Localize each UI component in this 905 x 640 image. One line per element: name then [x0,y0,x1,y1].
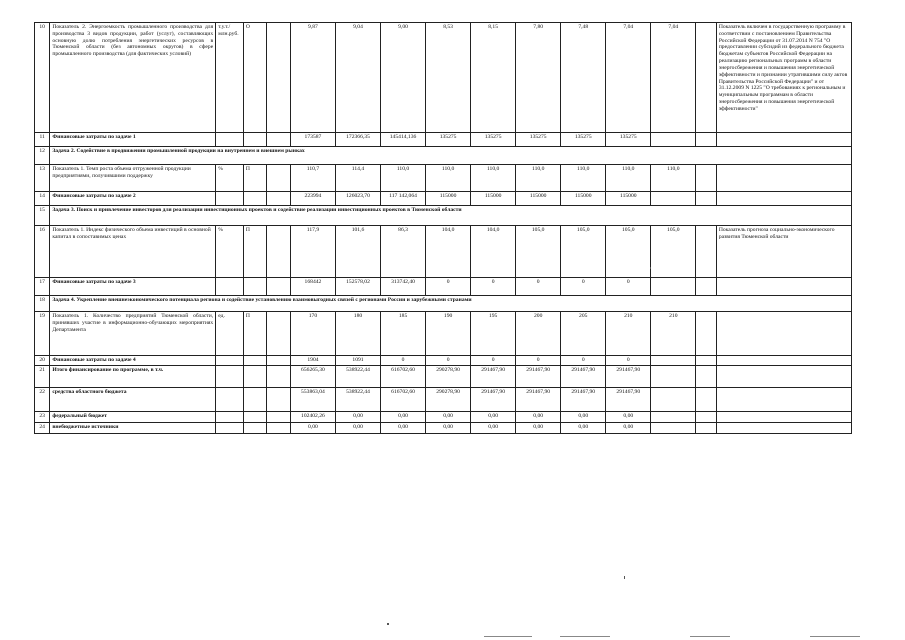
row-label: Финансовые затраты по задаче 4 [50,356,216,366]
empty-cell [267,133,291,147]
value-cell: 0 [606,278,651,296]
empty-cell [696,278,716,296]
empty-cell [216,388,244,412]
note-cell: Показатель прогноза социально-экономического развития Тюменской области [716,226,851,278]
empty-cell [696,23,716,133]
empty-cell [696,356,716,366]
value-cell: 0 [471,356,516,366]
indicator-name: Показатель 1. Количество предприятий Тюменской области, принявших участие в информационно-обучающих мероприятиях Департамента [50,312,216,356]
value-cell: 210 [651,312,696,356]
type-cell: П [243,312,267,356]
row-label: Финансовые затраты по задаче 3 [50,278,216,296]
table-row [35,206,852,226]
type-cell: О [243,23,267,133]
empty-cell [716,133,851,147]
empty-cell [267,366,291,388]
value-cell: 7,04 [651,23,696,133]
value-cell: 168442 [290,278,335,296]
empty-cell [716,312,851,356]
table-row [35,226,852,278]
task-heading: Задача 3. Поиск и привлечение инвесторов для реализации инвестиционных проектов и содействие реализации инвестиционных проектов в Тюменской области [50,206,852,226]
value-cell: 0,00 [606,412,651,423]
table-row [35,356,852,366]
empty-cell [243,366,267,388]
empty-cell [716,278,851,296]
value-cell: 7,48 [561,23,606,133]
value-cell: 0 [516,356,561,366]
indicator-name: Показатель 1. Темп роста объема отгруженной продукции предприятиями, получившими поддержку [50,165,216,192]
table-row [35,278,852,296]
value-cell: 291467,90 [471,388,516,412]
empty-cell [267,388,291,412]
table-row [35,23,852,133]
value-cell: 200 [516,312,561,356]
unit-cell: % [216,165,244,192]
empty-cell [243,278,267,296]
empty-cell [216,423,244,434]
value-cell: 0,00 [516,412,561,423]
empty-cell [267,226,291,278]
row-number: 14 [35,192,50,206]
value-cell: 101,6 [335,226,380,278]
row-number: 21 [35,366,50,388]
note-cell: Показатель включен в государственную программу в соответствии с постановлением Правительства Российской Федерации от 31.07.2014 N 754 "О предоставлении субсидий из федерального бюджета бюджетам субъектов Российской Федерации на реализацию региональных программ в области энергосбережения и повышения энергетической эффективности и признании утратившими силу актов Правительства Российской Федерации" и от 31.12.2009 N 1225 "О требованиях к региональным и муниципальным программам в области энергосбережения и повышения энергетической эффективности" [716,23,851,133]
value-cell: 0,00 [335,412,380,423]
empty-cell [267,312,291,356]
value-cell: 0 [426,356,471,366]
empty-cell [696,412,716,423]
task-heading: Задача 4. Укрепление внешнеэкономического потенциала региона и содействие установлению взаимовыгодных связей с регионами России и зарубежными странами [50,296,852,312]
row-label: Финансовые затраты по задаче 1 [50,133,216,147]
unit-cell: т.у.т./млн.руб. [216,23,244,133]
indicator-name: Показатель 2. Энергоемкость промышленного производства для производства 3 видов продукции, работ (услуг), составляющих основную долю потребления энергетических ресурсов в Тюменской области (без автономных округов) в сфере промышленного производства (для фактических условий) [50,23,216,133]
empty-cell [651,388,696,412]
value-cell: 205 [561,312,606,356]
empty-cell [243,133,267,147]
value-cell: 102402,26 [290,412,335,423]
empty-cell [243,388,267,412]
value-cell: 291467,90 [561,366,606,388]
program-indicators-table [34,22,852,434]
value-cell: 0,00 [516,423,561,434]
value-cell: 114,4 [335,165,380,192]
value-cell: 110,0 [471,165,516,192]
empty-cell [243,192,267,206]
value-cell: 0,00 [426,412,471,423]
empty-cell [716,412,851,423]
value-cell: 115000 [426,192,471,206]
unit-cell: ед. [216,312,244,356]
value-cell: 0 [561,278,606,296]
value-cell: 7,04 [606,23,651,133]
value-cell: 291467,90 [606,388,651,412]
value-cell: 0,00 [561,423,606,434]
value-cell: 104,0 [426,226,471,278]
value-cell: 0,00 [381,423,426,434]
table-row [35,147,852,165]
value-cell: 553863,04 [290,388,335,412]
table-row [35,133,852,147]
value-cell: 117,9 [290,226,335,278]
scan-line [810,636,860,637]
value-cell: 105,0 [561,226,606,278]
value-cell: 195 [471,312,516,356]
value-cell: 126023,70 [335,192,380,206]
empty-cell [696,192,716,206]
value-cell: 290278,90 [426,366,471,388]
empty-cell [267,412,291,423]
value-cell: 0 [606,356,651,366]
value-cell: 8,53 [426,23,471,133]
row-label: федеральный бюджет [50,412,216,423]
value-cell: 291467,90 [516,388,561,412]
empty-cell [716,388,851,412]
value-cell: 0 [561,356,606,366]
value-cell: 291467,90 [561,388,606,412]
empty-cell [696,133,716,147]
scan-line [484,636,532,637]
row-number: 24 [35,423,50,434]
scan-dot [624,576,625,579]
value-cell: 0 [426,278,471,296]
empty-cell [267,165,291,192]
table-row [35,192,852,206]
empty-cell [651,412,696,423]
table-row [35,423,852,434]
value-cell: 0,00 [335,423,380,434]
row-number: 11 [35,133,50,147]
empty-cell [216,356,244,366]
value-cell: 538922,44 [335,388,380,412]
scan-dot [387,623,389,625]
table-row [35,366,852,388]
table-row [35,412,852,423]
empty-cell [696,226,716,278]
empty-cell [651,278,696,296]
row-label: внебюджетные источники [50,423,216,434]
value-cell: 0,00 [561,412,606,423]
empty-cell [651,356,696,366]
empty-cell [651,192,696,206]
empty-cell [267,423,291,434]
value-cell: 110,0 [381,165,426,192]
value-cell: 210 [606,312,651,356]
row-number: 18 [35,296,50,312]
table-row [35,296,852,312]
empty-cell [267,278,291,296]
value-cell: 115000 [516,192,561,206]
row-number: 12 [35,147,50,165]
empty-cell [696,423,716,434]
value-cell: 115000 [606,192,651,206]
indicator-name: Показатель 1. Индекс физического объема инвестиций в основной капитал в сопоставимых ценах [50,226,216,278]
value-cell: 115000 [471,192,516,206]
empty-cell [267,356,291,366]
row-number: 19 [35,312,50,356]
value-cell: 1091 [335,356,380,366]
value-cell: 172366,35 [335,133,380,147]
empty-cell [716,165,851,192]
table-row [35,312,852,356]
value-cell: 9,04 [335,23,380,133]
value-cell: 0,00 [471,423,516,434]
type-cell: П [243,226,267,278]
value-cell: 313742,40 [381,278,426,296]
row-label: Финансовые затраты по задаче 2 [50,192,216,206]
value-cell: 104,0 [471,226,516,278]
unit-cell: % [216,226,244,278]
value-cell: 110,0 [651,165,696,192]
task-heading: Задача 2. Содействие в продвижении промышленной продукции на внутреннем и внешнем рынках [50,147,852,165]
value-cell: 0,00 [606,423,651,434]
value-cell: 0 [381,356,426,366]
value-cell: 105,0 [516,226,561,278]
empty-cell [651,366,696,388]
value-cell: 1904 [290,356,335,366]
empty-cell [243,356,267,366]
value-cell: 135275 [516,133,561,147]
empty-cell [216,192,244,206]
empty-cell [716,366,851,388]
value-cell: 656265,30 [290,366,335,388]
empty-cell [716,356,851,366]
value-cell: 291467,90 [516,366,561,388]
empty-cell [696,312,716,356]
empty-cell [243,412,267,423]
value-cell: 110,0 [516,165,561,192]
row-number: 23 [35,412,50,423]
scan-line [560,636,610,637]
value-cell: 110,0 [606,165,651,192]
value-cell: 145414,136 [381,133,426,147]
value-cell: 110,7 [290,165,335,192]
value-cell: 0,00 [471,412,516,423]
empty-cell [216,366,244,388]
value-cell: 616702,60 [381,388,426,412]
empty-cell [216,278,244,296]
value-cell: 173587 [290,133,335,147]
row-number: 15 [35,206,50,226]
value-cell: 117 142,064 [381,192,426,206]
row-number: 22 [35,388,50,412]
row-label: средства областного бюджета [50,388,216,412]
value-cell: 291467,90 [606,366,651,388]
value-cell: 105,0 [606,226,651,278]
value-cell: 7,80 [516,23,561,133]
value-cell: 135275 [561,133,606,147]
empty-cell [716,423,851,434]
value-cell: 616702,60 [381,366,426,388]
table-row [35,388,852,412]
empty-cell [216,133,244,147]
value-cell: 152578,02 [335,278,380,296]
row-number: 10 [35,23,50,133]
row-number: 16 [35,226,50,278]
type-cell: П [243,165,267,192]
value-cell: 135275 [606,133,651,147]
value-cell: 291467,90 [471,366,516,388]
value-cell: 115000 [561,192,606,206]
value-cell: 180 [335,312,380,356]
value-cell: 185 [381,312,426,356]
empty-cell [243,423,267,434]
value-cell: 223994 [290,192,335,206]
value-cell: 135275 [471,133,516,147]
row-label: Итого финансирование по программе, в т.ч. [50,366,216,388]
empty-cell [267,192,291,206]
value-cell: 86,3 [381,226,426,278]
value-cell: 538922,44 [335,366,380,388]
empty-cell [651,133,696,147]
value-cell: 9,87 [290,23,335,133]
value-cell: 0,00 [426,423,471,434]
value-cell: 170 [290,312,335,356]
value-cell: 0 [471,278,516,296]
empty-cell [651,423,696,434]
scan-line [690,636,730,637]
value-cell: 290278,90 [426,388,471,412]
scan-dot [650,267,651,269]
value-cell: 0,00 [290,423,335,434]
value-cell: 110,0 [561,165,606,192]
value-cell: 135275 [426,133,471,147]
empty-cell [716,192,851,206]
value-cell: 0,00 [381,412,426,423]
row-number: 20 [35,356,50,366]
row-number: 13 [35,165,50,192]
empty-cell [696,366,716,388]
empty-cell [696,165,716,192]
empty-cell [267,23,291,133]
value-cell: 8,15 [471,23,516,133]
value-cell: 110,0 [426,165,471,192]
value-cell: 105,0 [651,226,696,278]
empty-cell [696,388,716,412]
row-number: 17 [35,278,50,296]
empty-cell [216,412,244,423]
table-row [35,165,852,192]
value-cell: 0 [516,278,561,296]
value-cell: 9,00 [381,23,426,133]
value-cell: 190 [426,312,471,356]
